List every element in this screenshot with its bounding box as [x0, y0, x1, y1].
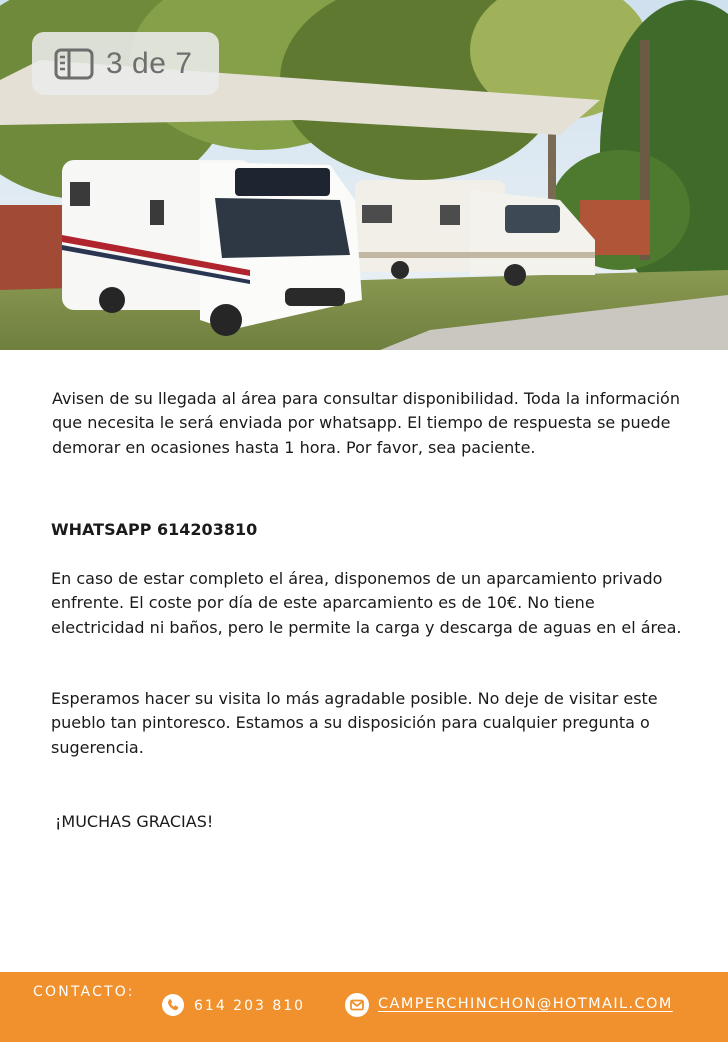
contact-footer: [0, 972, 728, 1046]
contact-label: CONTACTO:: [33, 984, 135, 1000]
page-indicator-badge[interactable]: [32, 32, 219, 95]
footer-bottom-band: [0, 1042, 728, 1046]
sidebar-panel-icon: [54, 47, 94, 81]
email-link[interactable]: CAMPERCHINCHON@HOTMAIL.COM: [378, 996, 673, 1012]
page-indicator-label: 3 de 7: [106, 46, 193, 80]
email-icon: [345, 993, 369, 1017]
phone-number[interactable]: 614 203 810: [194, 998, 306, 1014]
parking-paragraph: En caso de estar completo el área, disponemos de un aparcamiento privado enfrente. El coste por día de este aparcamiento es de 10€. No tiene electricidad ni baños, pero le permite la carga y descarga de aguas en el área.: [51, 569, 682, 637]
phone-icon: [162, 994, 184, 1016]
farewell-paragraph: Esperamos hacer su visita lo más agradable posible. No deje de visitar este pueblo tan pintoresco. Estamos a su disposición para cualquier pregunta o sugerencia.: [51, 689, 658, 757]
thanks-text: ¡MUCHAS GRACIAS!: [55, 812, 214, 831]
intro-paragraph: Avisen de su llegada al área para consultar disponibilidad. Toda la información que necesita le será enviada por whatsapp. El tiempo de respuesta se puede demorar en ocasiones hasta 1 hora. Por favor, sea paciente.: [52, 389, 680, 457]
whatsapp-number: WHATSAPP 614203810: [51, 520, 258, 539]
hero-photo: [0, 0, 728, 350]
